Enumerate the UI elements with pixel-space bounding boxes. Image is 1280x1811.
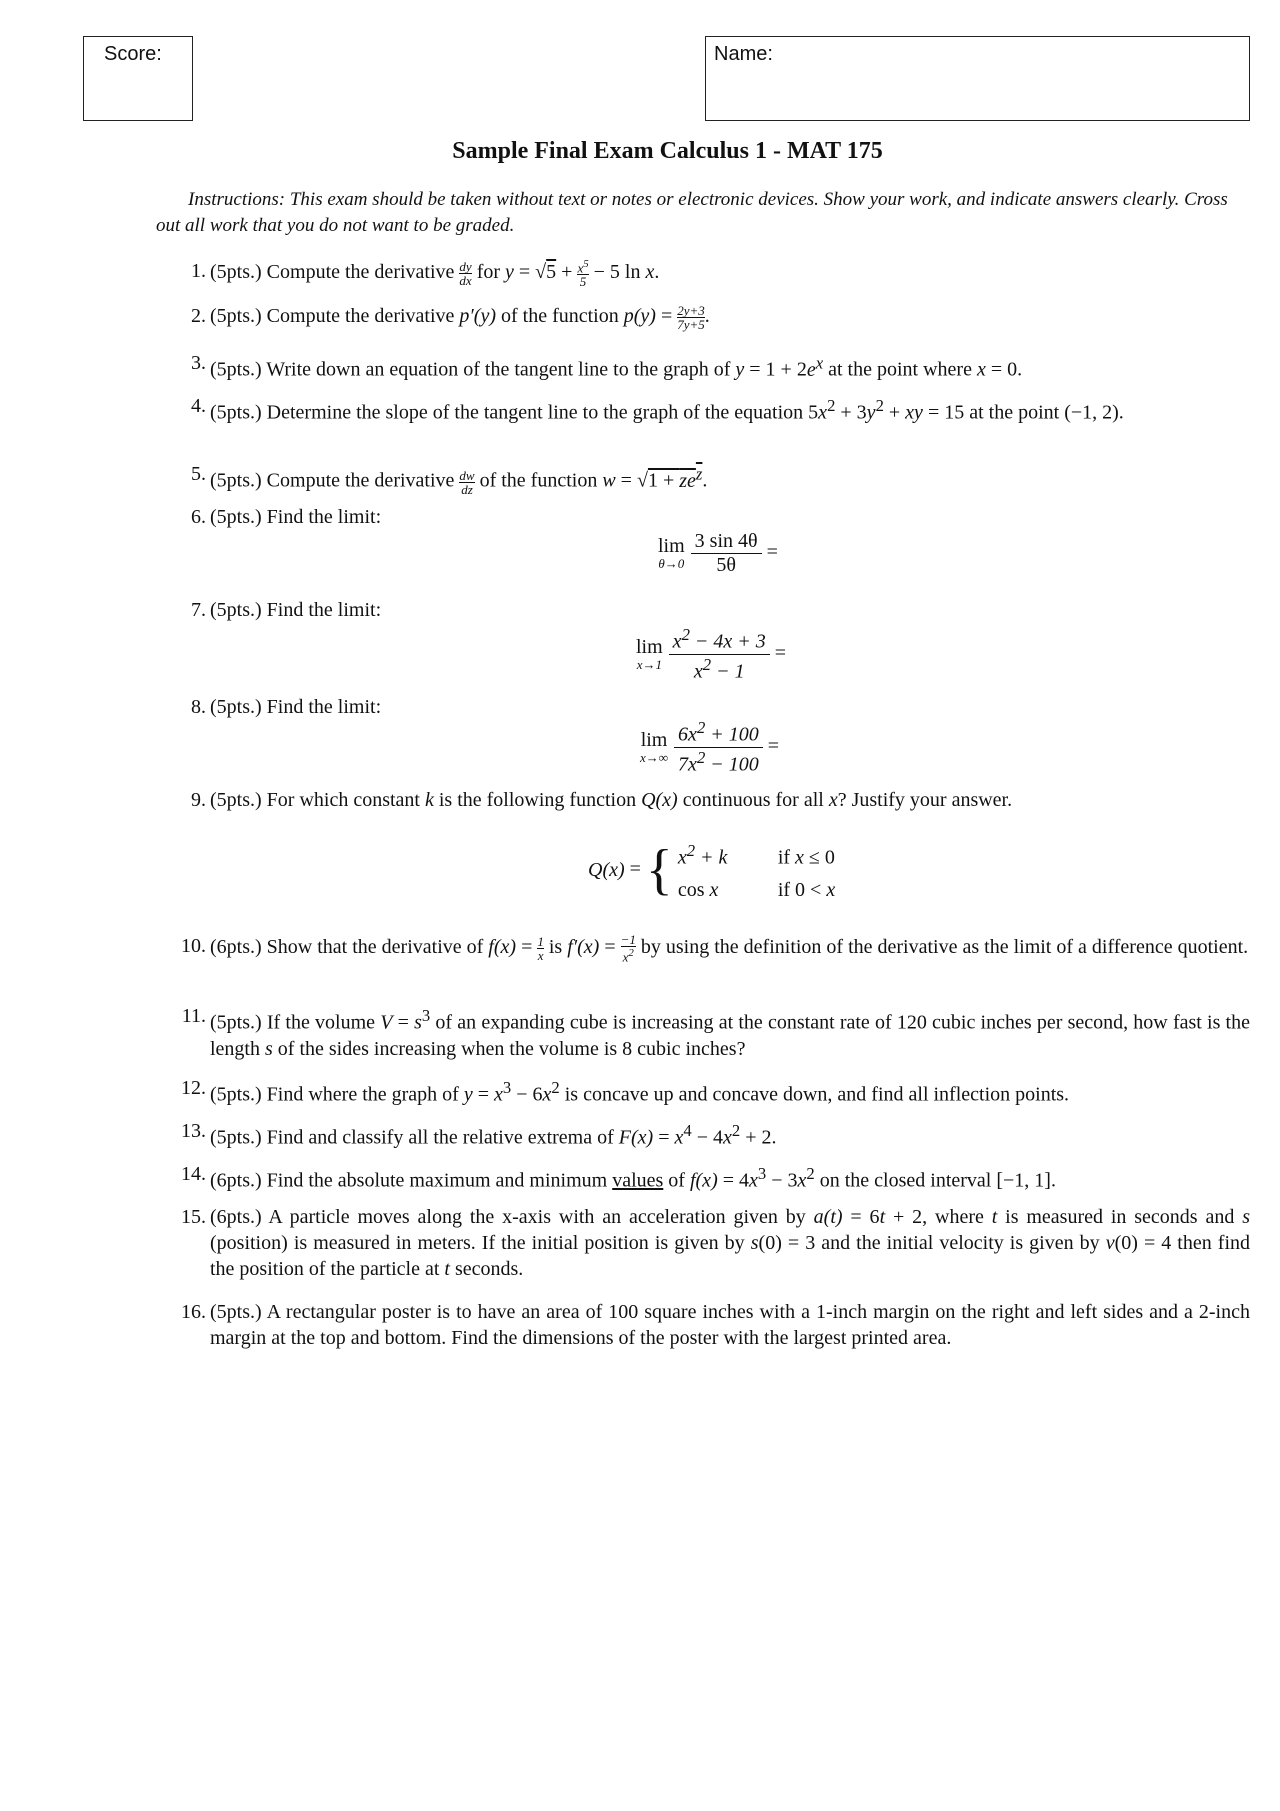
question-5: 5. (5pts.) Compute the derivative $\frac{dw}{dz}$ of the function $w = √1 + ze^z$.: [191, 463, 708, 497]
limit-3: lim x→∞ $\frac{6x^2 + 100}{7x^2 - 100}$ =: [640, 718, 780, 776]
question-14: 14. (6pts.) Find the absolute maximum and minimum values of $f(x) = 4x^3 - 3x^2$ on the closed interval [−1, 1].: [181, 1163, 1056, 1192]
question-11: 11. (5pts.) If the volume $V = s^3$ of an expanding cube is increasing at the constant rate of 120 cubic inches per second, how fast is the length s of the sides increasing when the volume is 8 cubic inches?: [181, 1005, 1250, 1060]
question-10: 10. (6pts.) Show that the derivative of f(x) = $\frac{1}{x}$ is f′(x) = $\frac{-1}{x^2}$ by using the definition of the derivative as the limit of a difference quotient.: [181, 932, 1249, 965]
question-13: 13. (5pts.) Find and classify all the relative extrema of $F(x) = x^4 - 4x^2 + 2$.: [181, 1120, 777, 1149]
question-15: 15. (6pts.) A particle moves along the x-axis with an acceleration given by a(t) = 6t + 2, where t is measured in seconds and s (position) is measured in meters. If the initial position is given by s(0) = 3 and the initial velocity is given by v(0) = 4 then find the position of the particle at t seconds.: [181, 1206, 1250, 1280]
question-9: 9. (5pts.) For which constant k is the following function Q(x) continuous for all x? Justify your answer.: [191, 789, 1013, 811]
piecewise-function: Q(x) = { $x^2 + k$ if x ≤ 0 cos x if 0 < x: [588, 839, 836, 902]
question-2: 2. (5pts.) Compute the derivative p′(y) of the function p(y) = $\frac{2y+3}{7y+5}$ .: [191, 302, 710, 332]
exam-title: Sample Final Exam Calculus 1 - MAT 175: [452, 138, 883, 164]
question-16: 16. (5pts.) A rectangular poster is to have an area of 100 square inches with a 1-inch margin on the right and left sides and a 2-inch margin at the top and bottom. Find the dimensions of the poster with the largest printed area.: [181, 1301, 1250, 1349]
question-1: 1. (5pts.) Compute the derivative $\frac{dy}{dx}$ for y = √5 + $\frac{x^5}{5}$ − 5 ln x.: [191, 258, 660, 290]
score-label: Score:: [104, 43, 162, 65]
question-8: 8. (5pts.) Find the limit:: [191, 696, 382, 718]
question-4: 4. (5pts.) Determine the slope of the tangent line to the graph of the equation $5x^2 + 3y^2$ + xy = 15 at the point (−1, 2).: [191, 395, 1124, 424]
limit-1: lim θ→0 $\frac{3 \sin 4\theta}{5\theta}$ =: [658, 530, 778, 576]
instructions: Instructions: This exam should be taken without text or notes or electronic devices. Show your work, and indicate answers clearly. Cross out all work that you do not want to be graded.: [156, 189, 1228, 236]
question-7: 7. (5pts.) Find the limit:: [191, 599, 382, 621]
name-box: [705, 36, 1250, 121]
question-6: 6. (5pts.) Find the limit:: [191, 506, 382, 528]
question-12: 12. (5pts.) Find where the graph of $y = x^3 - 6x^2$ is concave up and concave down, and find all inflection points.: [181, 1077, 1070, 1106]
name-label: Name:: [714, 43, 773, 65]
limit-2: lim x→1 $\frac{x^2 - 4x + 3}{x^2 - 1}$ =: [636, 625, 787, 683]
score-box: [83, 36, 193, 121]
question-3: 3. (5pts.) Write down an equation of the tangent line to the graph of $y = 1 + 2e^x$ at the point where x = 0.: [191, 352, 1023, 381]
